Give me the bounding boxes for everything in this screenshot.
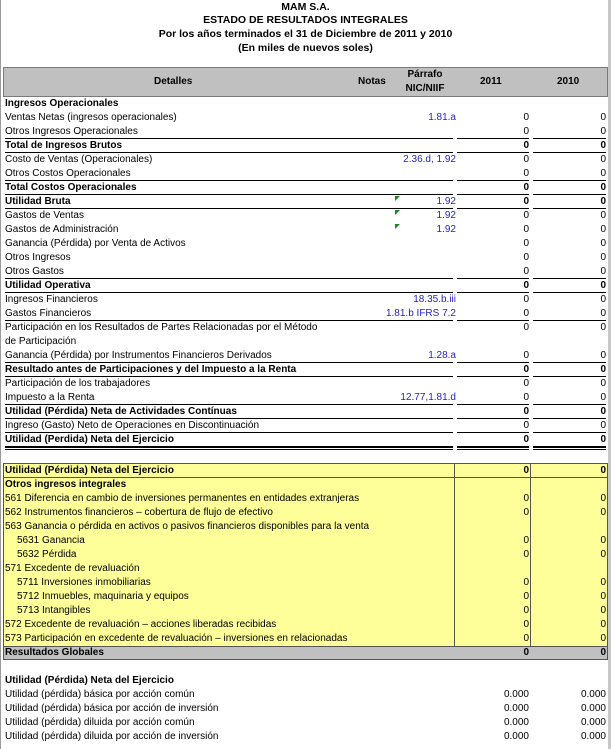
oci-row-0-2010[interactable]: 0 [600,465,606,476]
eps-row-3-2010[interactable]: 0.000 [580,717,606,728]
income-row-2 [0,125,611,139]
income-row-12 [0,265,611,279]
income-row-20-2010[interactable]: 0 [600,378,606,389]
statement-period: Por los años terminados el 31 de Diciembre de 2011 y 2010 [158,28,453,40]
oci-row-2-2010[interactable]: 0 [600,493,606,504]
oci-row-10-label: 5713 Intangibles [17,605,91,616]
income-row-3 [0,139,611,153]
income-row-21-2011[interactable]: 0 [457,391,529,405]
oci-row-9 [0,590,611,604]
eps-row-4-2010[interactable]: 0.000 [580,731,606,742]
oci-row-10 [0,604,611,618]
income-row-1-2010[interactable]: 0 [600,112,606,123]
oci-row-2 [0,492,611,506]
income-row-6 [0,181,611,195]
income-row-23 [0,419,611,433]
income-row-8-label: Gastos de Ventas [5,210,84,221]
income-row-7 [0,195,611,209]
income-row-1-label: Ventas Netas (ingresos operacionales) [5,112,177,123]
income-row-8-parrafo: 1.92 [436,210,456,221]
eps-row-3 [0,716,611,730]
income-row-20-label: Participación de los trabajadores [5,378,151,389]
oci-row-5 [0,534,611,548]
income-row-23-2011[interactable]: 0 [457,419,529,433]
oci-row-12 [0,632,611,646]
income-row-22 [0,405,611,419]
oci-row-6 [0,548,611,562]
oci-row-10-2011[interactable]: 0 [523,605,529,616]
income-row-19-2011[interactable]: 0 [457,363,529,377]
income-row-21-parrafo: 12.77,1.81.d [400,392,456,403]
income-row-5 [0,167,611,181]
income-row-20 [0,377,611,391]
income-row-11-2010[interactable]: 0 [600,252,606,263]
income-row-16-2011[interactable]: 0 [523,322,529,333]
income-row-8-2011[interactable]: 0 [523,210,529,221]
oci-row-3-2011[interactable]: 0 [523,507,529,518]
income-row-4-2011[interactable]: 0 [523,154,529,165]
income-row-24 [0,433,611,447]
income-row-3-label: Total de Ingresos Brutos [5,139,453,153]
oci-row-8 [0,576,611,590]
income-row-15-2011[interactable]: 0 [457,307,529,321]
income-row-1 [0,111,611,125]
oci-row-6-2010[interactable]: 0 [600,549,606,560]
income-row-7-label: Utilidad Bruta [5,195,453,209]
income-row-14-parrafo: 18.35.b.iii [413,294,456,305]
income-row-1-2011[interactable]: 0 [523,112,529,123]
income-row-19-2010[interactable]: 0 [533,363,606,377]
income-row-22-2010[interactable]: 0 [533,405,606,419]
income-row-12-label: Otros Gastos [5,265,453,279]
eps-row-2-label: Utilidad (pérdida) básica por acción de inversión [5,703,219,714]
oci-row-11-2010[interactable]: 0 [600,619,606,630]
income-row-15 [0,307,611,321]
eps-row-1-2011[interactable]: 0.000 [503,689,529,700]
income-row-13-2010[interactable]: 0 [533,279,606,293]
header-nic-niif[interactable]: NIC/NIIF [405,83,445,94]
eps-row-2-2010[interactable]: 0.000 [580,703,606,714]
income-row-16 [0,321,611,335]
oci-row-13-2011[interactable]: 0 [523,647,529,658]
income-row-6-2011[interactable]: 0 [457,181,529,195]
double-underline [5,447,453,450]
oci-row-13-2010[interactable]: 0 [600,647,606,658]
eps-row-4 [0,730,611,744]
oci-row-4 [0,520,611,534]
eps-row-4-2011[interactable]: 0.000 [503,731,529,742]
header-detalles[interactable]: Detalles [154,76,193,87]
oci-row-5-2010[interactable]: 0 [600,535,606,546]
oci-row-6-label: 5632 Pérdida [17,549,77,560]
income-row-24-2010[interactable]: 0 [533,433,606,447]
oci-row-10-2010[interactable]: 0 [600,605,606,616]
income-row-9-2010[interactable]: 0 [600,224,606,235]
income-row-6-2010[interactable]: 0 [533,181,606,195]
eps-row-4-label: Utilidad (pérdida) diluida por acción de inversión [5,731,219,742]
income-row-2-2011[interactable]: 0 [457,125,529,139]
income-row-13 [0,279,611,293]
oci-row-7-label: 571 Excedente de revaluación [5,563,140,574]
oci-row-13 [0,646,611,660]
income-row-24-label: Utilidad (Perdida) Neta del Ejercicio [5,433,453,447]
income-row-9-label: Gastos de Administración [5,224,119,235]
income-row-10-2011[interactable]: 0 [523,238,529,249]
header-2010[interactable]: 2010 [557,76,580,87]
income-row-23-2010[interactable]: 0 [533,419,606,433]
header-2011[interactable]: 2011 [480,76,502,87]
oci-row-4-label: 563 Ganancia o pérdida en activos o pasivos financieros disponibles para la venta [5,521,370,532]
income-row-8 [0,209,611,223]
oci-row-6-2011[interactable]: 0 [523,549,529,560]
oci-row-9-label: 5712 Inmuebles, maquinaria y equipos [17,591,189,602]
income-row-20-2011[interactable]: 0 [523,378,529,389]
income-row-7-parrafo: 1.92 [436,196,456,207]
income-row-12-2011[interactable]: 0 [457,265,529,279]
oci-row-8-label: 5711 Inversiones inmobiliarias [17,577,151,588]
oci-row-12-2010[interactable]: 0 [600,633,606,644]
income-row-18-2011[interactable]: 0 [457,349,529,363]
income-row-18-parrafo: 1.28.a [428,350,456,361]
income-row-18-label: Ganancia (Pérdida) por Instrumentos Financieros Derivados [5,349,453,363]
income-row-19 [0,363,611,377]
oci-row-0 [0,464,611,478]
income-row-5-label: Otros Costos Operacionales [5,167,453,181]
oci-row-0-2011[interactable]: 0 [523,465,529,476]
income-row-4-2010[interactable]: 0 [600,154,606,165]
income-row-2-2010[interactable]: 0 [533,125,606,139]
oci-row-11 [0,618,611,632]
oci-row-5-label: 5631 Ganancia [17,535,85,546]
oci-row-1 [0,478,611,492]
income-row-3-2010[interactable]: 0 [533,139,606,153]
header-notas[interactable]: Notas [358,76,386,87]
oci-row-0-label: Utilidad (Pérdida) Neta del Ejercicio [5,465,174,476]
eps-row-1-2010[interactable]: 0.000 [580,689,606,700]
oci-row-9-2011[interactable]: 0 [523,591,529,602]
eps-row-0 [0,674,611,688]
income-row-17 [0,335,611,349]
oci-row-13-label: Resultados Globales [5,647,104,658]
income-row-9-parrafo: 1.92 [436,224,456,235]
income-row-19-label: Resultado antes de Participaciones y del Impuesto a la Renta [5,363,453,377]
comment-marker-icon[interactable] [395,196,400,201]
eps-row-2-2011[interactable]: 0.000 [503,703,529,714]
income-row-0 [0,97,611,111]
income-row-18-2010[interactable]: 0 [533,349,606,363]
income-row-23-label: Ingreso (Gasto) Neto de Operaciones en Discontinuación [5,419,453,433]
income-row-15-parrafo: 1.81.b IFRS 7.2 [385,308,456,319]
header-parrafo[interactable]: Párrafo [407,69,443,80]
income-row-17-label: de Participación [5,336,77,347]
income-row-11-2011[interactable]: 0 [523,252,529,263]
income-row-4 [0,153,611,167]
eps-row-2 [0,702,611,716]
income-row-15-2010[interactable]: 0 [533,307,606,321]
eps-row-3-label: Utilidad (pérdida) diluida por acción común [5,717,195,728]
oci-row-7 [0,562,611,576]
income-row-13-2011[interactable]: 0 [457,279,529,293]
income-row-16-label: Participación en los Resultados de Partes Relacionadas por el Método [5,322,318,333]
income-row-12-2010[interactable]: 0 [533,265,606,279]
oci-row-12-2011[interactable]: 0 [523,633,529,644]
income-row-9-2011[interactable]: 0 [523,224,529,235]
income-row-9 [0,223,611,237]
oci-row-8-2011[interactable]: 0 [523,577,529,588]
income-row-22-2011[interactable]: 0 [457,405,529,419]
eps-row-0-label: Utilidad (Pérdida) Neta del Ejercicio [5,675,174,686]
income-row-11 [0,251,611,265]
income-row-21-label: Impuesto a la Renta [5,391,453,405]
oci-row-3-2010[interactable]: 0 [600,507,606,518]
income-row-11-label: Otros Ingresos [5,252,71,263]
eps-row-1 [0,688,611,702]
income-row-21-2010[interactable]: 0 [533,391,606,405]
income-row-13-label: Utilidad Operativa [5,279,453,293]
statement-units: (En miles de nuevos soles) [238,42,373,54]
oci-row-5-2011[interactable]: 0 [523,535,529,546]
income-row-16-2010[interactable]: 0 [600,322,606,333]
company-name: MAM S.A. [281,1,330,13]
income-row-21 [0,391,611,405]
income-row-5-2011[interactable]: 0 [457,167,529,181]
income-row-14-label: Ingresos Financieros [5,294,98,305]
column-header-row [3,67,608,97]
income-row-2-label: Otros Ingresos Operacionales [5,125,453,139]
oci-row-12-label: 573 Participación en excedente de revaluación – inversiones en relacionadas [5,633,348,644]
oci-row-2-2011[interactable]: 0 [523,493,529,504]
comment-marker-icon[interactable] [395,210,400,215]
income-row-7-2011[interactable]: 0 [457,195,529,209]
income-row-22-label: Utilidad (Pérdida) Neta de Actividades Contínuas [5,405,453,419]
comment-marker-icon[interactable] [395,224,400,229]
oci-row-1-label: Otros ingresos integrales [5,479,127,490]
oci-row-8-2010[interactable]: 0 [600,577,606,588]
income-row-8-2010[interactable]: 0 [600,210,606,221]
oci-row-11-label: 572 Excedente de revaluación – acciones liberadas recibidas [5,619,277,630]
income-row-15-label: Gastos Financieros [5,307,453,321]
income-row-14-2010[interactable]: 0 [600,294,606,305]
income-row-3-2011[interactable]: 0 [457,139,529,153]
oci-row-11-2011[interactable]: 0 [523,619,529,630]
income-row-18 [0,349,611,363]
oci-row-3 [0,506,611,520]
oci-row-2-label: 561 Diferencia en cambio de inversiones permanentes en entidades extranjeras [5,493,360,504]
income-row-7-2010[interactable]: 0 [533,195,606,209]
income-row-5-2010[interactable]: 0 [533,167,606,181]
eps-row-3-2011[interactable]: 0.000 [503,717,529,728]
income-row-10 [0,237,611,251]
statement-title: ESTADO DE RESULTADOS INTEGRALES [203,14,408,26]
income-row-10-2010[interactable]: 0 [600,238,606,249]
income-row-14 [0,293,611,307]
income-row-1-parrafo: 1.81.a [428,112,456,123]
income-row-4-label: Costo de Ventas (Operacionales) [5,154,153,165]
income-row-24-2011[interactable]: 0 [457,433,529,447]
oci-row-3-label: 562 Instrumentos financieros – cobertura de flujo de efectivo [5,507,273,518]
income-row-14-2011[interactable]: 0 [523,294,529,305]
income-row-4-parrafo: 2.36.d, 1.92 [403,154,456,165]
income-row-6-label: Total Costos Operacionales [5,181,453,195]
oci-row-9-2010[interactable]: 0 [600,591,606,602]
double-underline [533,447,606,450]
double-underline [457,447,529,450]
eps-row-1-label: Utilidad (pérdida) básica por acción común [5,689,195,700]
income-row-10-label: Ganancia (Pérdida) por Venta de Activos [5,238,186,249]
income-row-0-label: Ingresos Operacionales [5,98,119,109]
